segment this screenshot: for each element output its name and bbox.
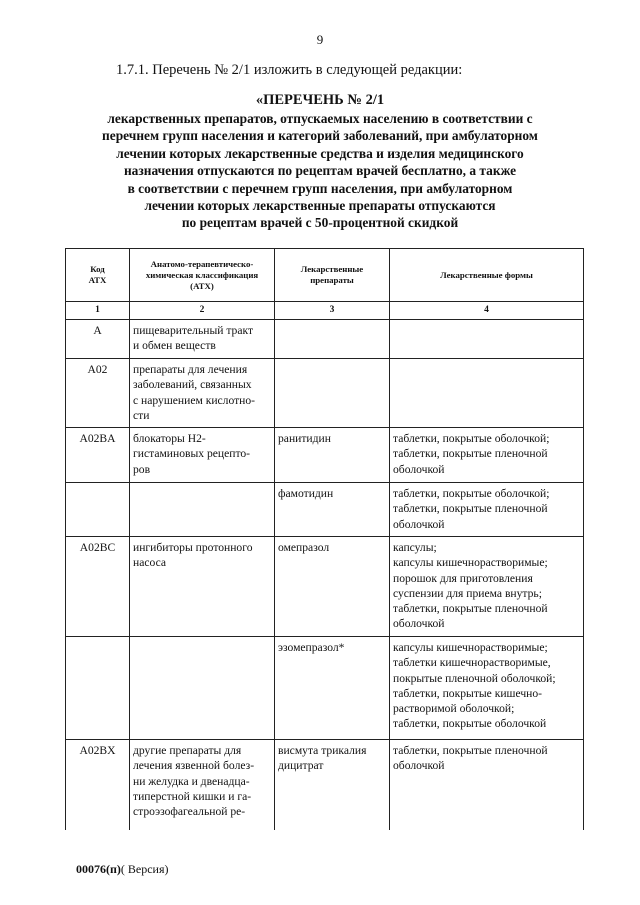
classification-line: препараты для лечения: [133, 363, 248, 377]
intro-text: 1.7.1. Перечень № 2/1 изложить в следующей редакции:: [116, 62, 463, 78]
column-number: 2: [130, 302, 275, 320]
table-row: [66, 483, 584, 537]
drug-line: ранитидин: [278, 432, 331, 446]
classification-cell: [130, 359, 275, 428]
drug-line: эзомепразол*: [278, 641, 345, 655]
forms-line: таблетки, покрытые оболочкой;: [393, 432, 550, 446]
table-body: [66, 320, 584, 830]
footer: [76, 862, 169, 877]
forms-line: порошок для приготовления: [393, 571, 533, 585]
drug-cell: [275, 740, 390, 830]
table-row: [66, 428, 584, 483]
classification-line: гистаминовых рецепто-: [133, 447, 251, 461]
atc-code-cell: A02: [66, 359, 130, 428]
classification-cell: [130, 740, 275, 830]
forms-cell: [390, 483, 584, 537]
classification-line: другие препараты для: [133, 744, 242, 758]
drug-line: омепразол: [278, 541, 330, 555]
column-number: 4: [390, 302, 584, 320]
subtitle-line: по рецептам врачей с 50-процентной скидкой: [181, 215, 459, 231]
classification-line: ров: [133, 462, 151, 476]
column-number-row: [66, 302, 584, 320]
atc-code-cell: A: [66, 320, 130, 359]
classification-line: строэзофагеальной ре-: [133, 805, 246, 819]
forms-cell: [390, 320, 584, 359]
drug-cell: [275, 483, 390, 537]
forms-line: растворимой оболочкой;: [393, 702, 515, 716]
forms-line: таблетки, покрытые пленочной: [393, 502, 548, 516]
drug-line: дицитрат: [278, 759, 324, 773]
forms-line: суспензии для приема внутрь;: [393, 586, 542, 600]
medicines-table: [65, 248, 584, 830]
forms-line: таблетки, покрытые пленочной: [393, 447, 548, 461]
header-code: Код АТХ: [66, 249, 130, 302]
forms-line: таблетки, покрытые пленочной: [393, 744, 548, 758]
table-row: [66, 537, 584, 637]
classification-line: пищеварительный тракт: [133, 324, 254, 338]
header-drugs: Лекарственные препараты: [275, 249, 390, 302]
forms-cell: [390, 637, 584, 740]
forms-line: таблетки, покрытые кишечно-: [393, 686, 543, 700]
table-row: [66, 740, 584, 830]
forms-line: оболочкой: [393, 517, 445, 531]
footer-label: ( Версия): [120, 862, 169, 876]
classification-cell: [130, 637, 275, 740]
table-header-row: [66, 249, 584, 302]
drug-line: висмута трикалия: [278, 744, 367, 758]
document-subtitle: [60, 110, 580, 232]
forms-line: таблетки кишечнорастворимые,: [393, 656, 551, 670]
forms-line: оболочкой: [393, 462, 445, 476]
forms-cell: [390, 359, 584, 428]
forms-line: таблетки, покрытые пленочной: [393, 602, 548, 616]
drug-cell: [275, 359, 390, 428]
classification-cell: [130, 537, 275, 637]
table-row: [66, 637, 584, 740]
subtitle-line: лечении которых лекарственные средства и изделия медицинского: [116, 145, 524, 161]
drug-cell: [275, 637, 390, 740]
subtitle-line: лечении которых лекарственные препараты отпускаются: [144, 198, 496, 214]
drug-line: фамотидин: [278, 487, 334, 501]
atc-code-cell: A02BC: [66, 537, 130, 637]
atc-code-cell: A02BA: [66, 428, 130, 483]
page-number: 9: [316, 32, 324, 47]
classification-cell: [130, 320, 275, 359]
forms-cell: [390, 537, 584, 637]
column-number: 3: [275, 302, 390, 320]
forms-line: таблетки, покрытые оболочкой: [393, 717, 547, 731]
drug-cell: [275, 320, 390, 359]
classification-line: ни желудка и двенадца-: [133, 774, 250, 788]
classification-line: и обмен веществ: [133, 339, 216, 353]
subtitle-line: лекарственных препаратов, отпускаемых населению в соответствии с: [107, 111, 533, 126]
classification-cell: [130, 483, 275, 537]
header-classification: Анатомо-терапевтическо- химическая классификация (АТХ): [130, 249, 275, 302]
forms-cell: [390, 428, 584, 483]
classification-line: блокаторы H2-: [133, 432, 206, 446]
document-title: «ПЕРЕЧЕНЬ № 2/1: [255, 92, 385, 108]
drug-cell: [275, 537, 390, 637]
forms-line: покрытые пленочной оболочкой;: [393, 671, 556, 685]
forms-line: капсулы кишечнорастворимые;: [393, 556, 548, 570]
classification-line: заболеваний, связанных: [133, 378, 252, 392]
forms-line: капсулы кишечнорастворимые;: [393, 641, 548, 655]
classification-line: типерстной кишки и га-: [133, 789, 252, 803]
atc-code-cell: A02BX: [66, 740, 130, 830]
forms-line: капсулы;: [393, 541, 437, 555]
forms-line: оболочкой: [393, 759, 445, 773]
column-number: 1: [66, 302, 130, 320]
forms-cell: [390, 740, 584, 830]
classification-cell: [130, 428, 275, 483]
forms-line: таблетки, покрытые оболочкой;: [393, 487, 550, 501]
subtitle-line: назначения отпускаются по рецептам врачей бесплатно, а также: [123, 163, 517, 179]
atc-code-cell: [66, 483, 130, 537]
classification-line: насоса: [133, 556, 167, 570]
subtitle-line: в соответствии с перечнем групп населения, при амбулаторном: [127, 180, 513, 196]
subtitle-line: перечнем групп населения и категорий заболеваний, при амбулаторном: [102, 128, 538, 144]
footer-code: 00076(п): [76, 862, 121, 876]
header-forms: Лекарственные формы: [390, 249, 584, 302]
table-row: [66, 320, 584, 359]
drug-cell: [275, 428, 390, 483]
atc-code-cell: [66, 637, 130, 740]
classification-line: с нарушением кислотно-: [133, 393, 256, 407]
table-row: [66, 359, 584, 428]
classification-line: ингибиторы протонного: [133, 541, 253, 555]
classification-line: лечения язвенной болез-: [133, 759, 255, 773]
forms-line: оболочкой: [393, 617, 445, 631]
classification-line: сти: [133, 408, 150, 422]
